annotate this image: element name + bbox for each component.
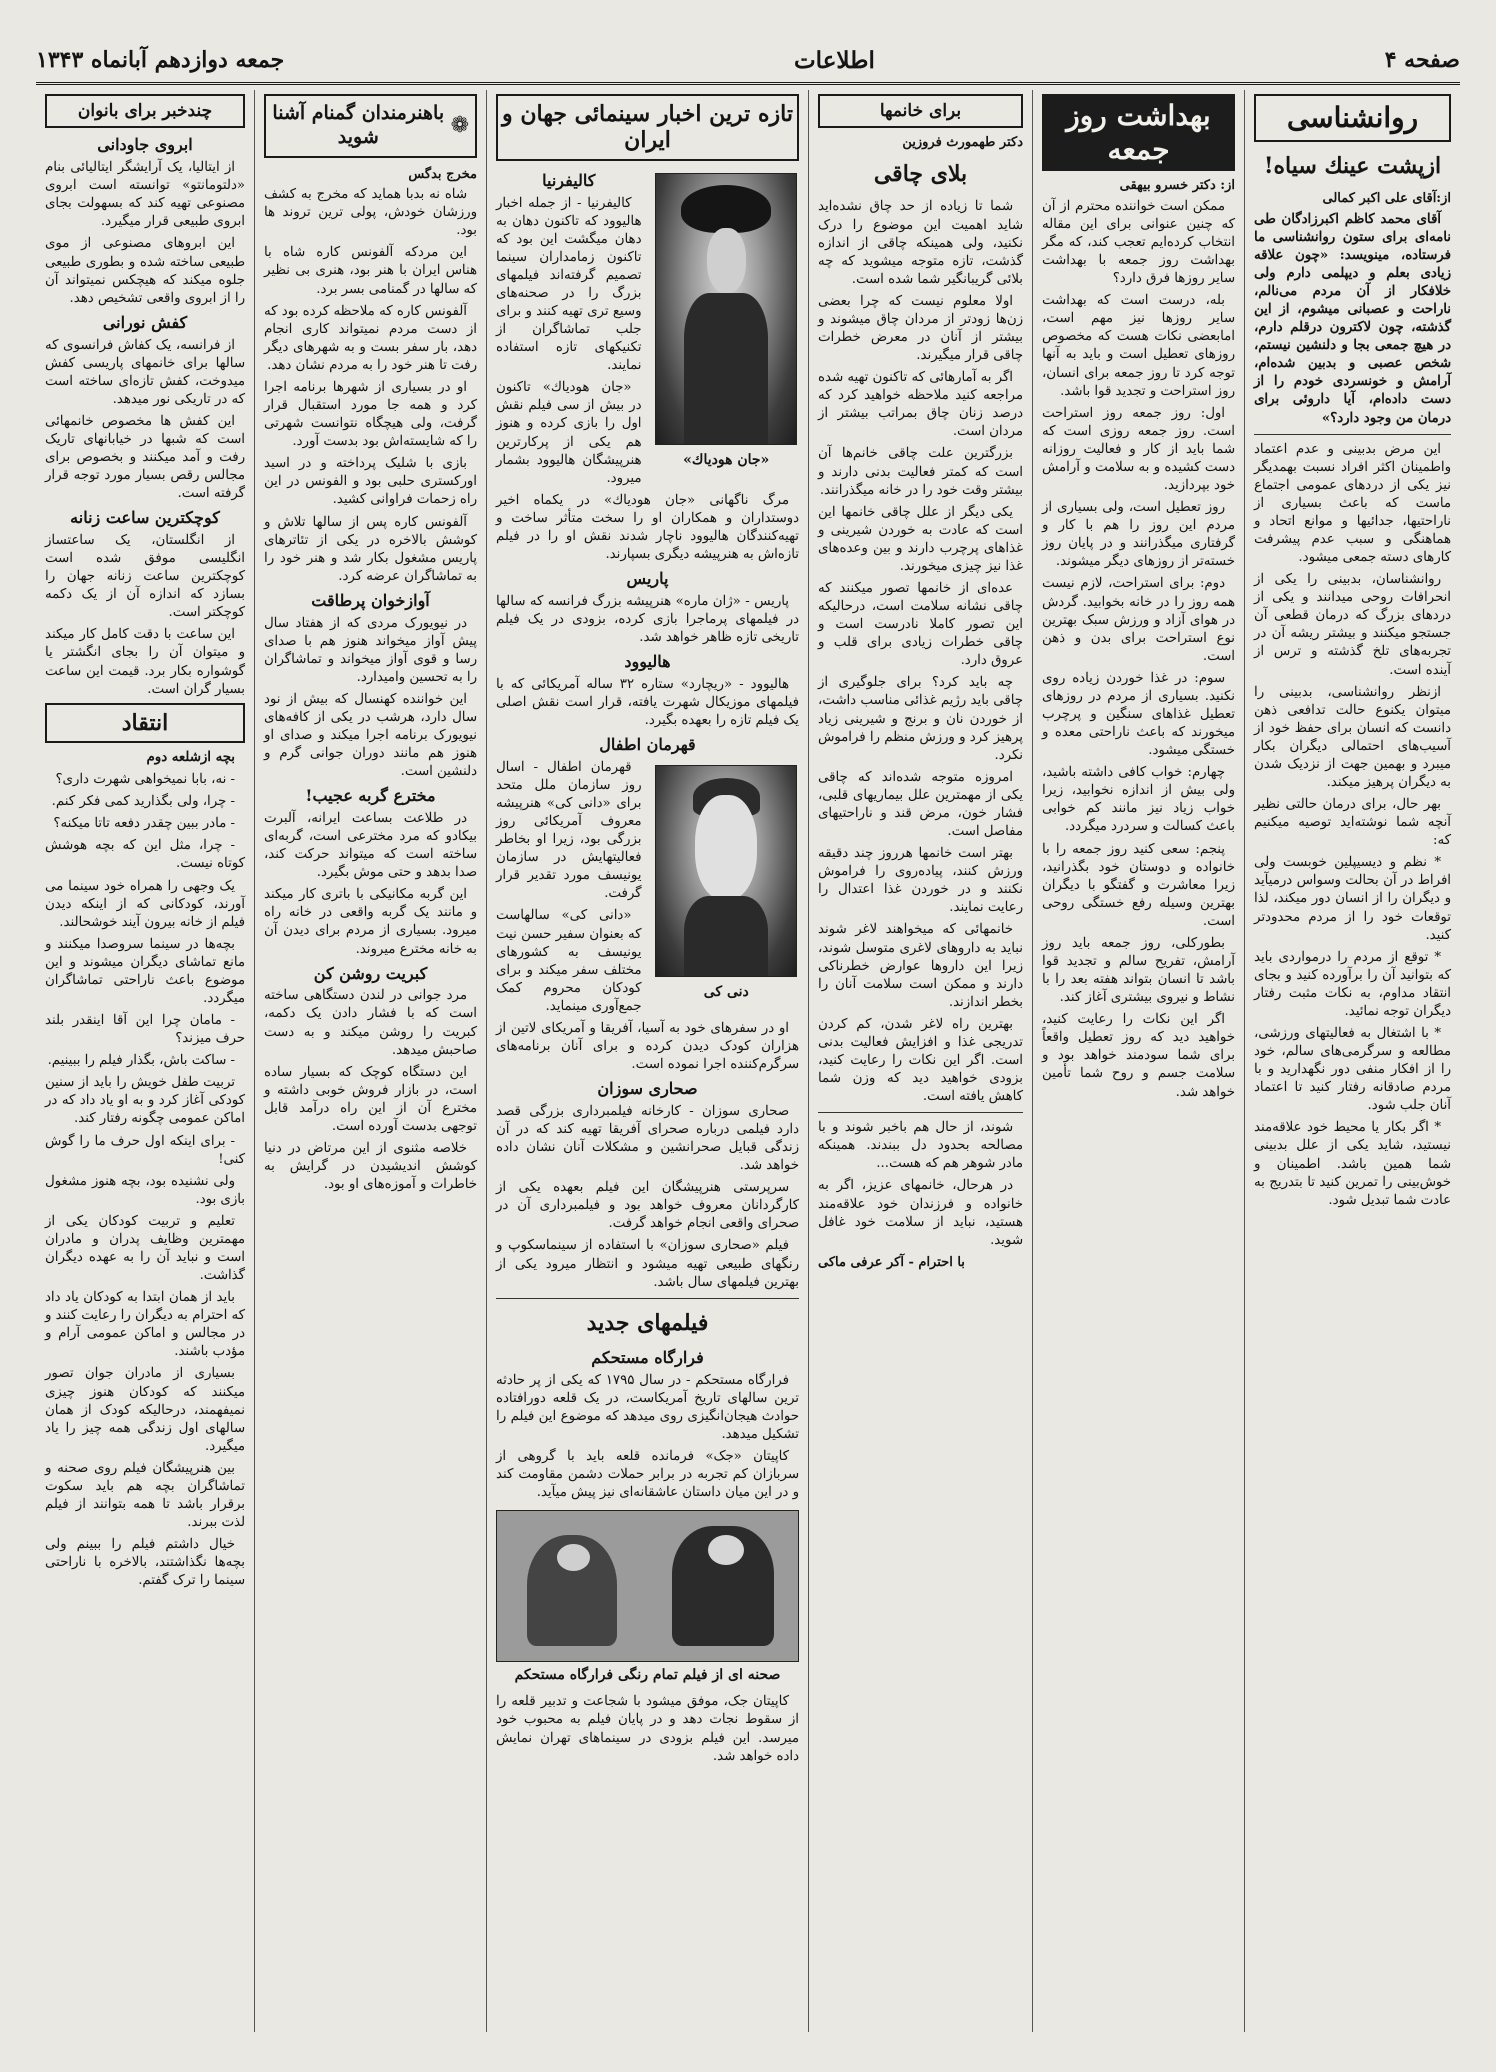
paragraph: اول: روز جمعه روز استراحت است. روز جمعه روزی است که شما باید از کار و فعالیت روزانه دست کشیده و به سلامت و آرامش خود بپردازید.	[1042, 405, 1235, 494]
photo-caption: صحنه ای از فیلم تمام رنگی فرارگاه مستحکم	[514, 1667, 781, 1684]
news-text	[496, 167, 642, 492]
paragraph: از فرانسه، یک کفاش فرانسوی که سالها برای خانمهای پاریسی کفش میدوخت، کفش تازه‌ای ساخته است که در تاریکی نور میدهد.	[45, 337, 245, 407]
paragraph: سوم: در غذا خوردن زیاده روی نکنید. بسیاری از مردم در روزهای تعطیل غذاهای سنگین و پرچرب میخورند که باعث ناراحتی معده و خستگی میشود.	[1042, 670, 1235, 759]
photo-face	[695, 795, 757, 900]
paragraph: این گربه مکانیکی با باتری کار میکند و مانند یک گربه واقعی در خانه راه میرود. بسیاری از مردم برای دیدن آن به خانه مخترع میروند.	[264, 887, 477, 957]
paragraph: صحاری سوزان - کارخانه فیلمبرداری بزرگی قصد دارد فیلمی درباره صحرای آفریقا تهیه کند که در آن زندگی قبایل صحرانشین و مشکلات آنان نشان داده خواهد شد.	[496, 1103, 799, 1174]
section-title: باهنرمندان گمنام آشنا شوید	[272, 102, 445, 148]
paragraph: شما تا زیاده از حد چاق نشده‌اید شاید اهمیت این موضوع را درک نکنید، ولی همینکه چاقی از اندازه گذشت، تازه متوجه میشوید که چه بلائی گریبانگیر شما شده است.	[818, 199, 1023, 287]
news-subtitle: کالیفرنیا	[542, 170, 596, 190]
paragraph: سرپرستی هنرپیشگان این فیلم بعهده یکی از کارگردانان معروف خواهد بود و فیلمبرداری آن در صحرای واقعی انجام خواهد گرفت.	[496, 1180, 799, 1232]
paragraph: * اگر بکار یا محیط خود علاقه‌مند نیستید، شاید یکی از علل بدبینی شما همین باشد. اطمینان و خوش‌بینی را تمرین کنید تا بتدریج به عادت شما تبدیل شود.	[1254, 1120, 1451, 1208]
news-subtitle: کفش نورانی	[102, 312, 188, 332]
paragraph: تعلیم و تربیت کودکان یکی از مهمترین وظایف پدران و مادران است و نباید آن را به عهده دیگران گذاشت.	[45, 1213, 245, 1284]
column-friday-health	[1032, 90, 1244, 2032]
photo-caption: دنی کی	[703, 983, 749, 1000]
section-heading-women-news: چندخبر برای بانوان	[45, 94, 245, 128]
divider	[818, 1112, 1023, 1113]
paragraph: خانمهائی که میخواهند لاغر شوند نباید به داروهای لاغری متوسل شوند، زیرا این داروها عوارض خطرناکی دارند و ممکن است سلامت آنان را بخطر اندازند.	[818, 922, 1023, 1010]
paragraph: - نه، بابا نمیخواهی شهرت داری؟	[55, 772, 235, 788]
paragraph: خلاصه مثنوی از این مرتاض در دنیا کوشش اندیشیدن در گرایش به خاطرات و آموزه‌های او بود.	[264, 1141, 477, 1193]
divider	[1254, 434, 1451, 435]
issue-date: جمعه دوازدهم آبانماه ۱۳۴۳	[36, 47, 285, 73]
paragraph: «جان هودیاك» تاکنون در بیش از سی فیلم نقش اول را بازی کرده و هنوز هم یکی از پرکارترین هنرپیشگان هالیوود بشمار میرود.	[496, 380, 642, 486]
paragraph: بزرگترین علت چاقی خانم‌ها آن است که کمتر فعالیت بدنی دارند و بیشتر وقت خود را در خانه میگذرانند.	[818, 446, 1023, 498]
paragraph: - مامان چرا این آقا اینقدر بلند حرف میزند؟	[45, 1013, 245, 1047]
paragraph: - چرا، ولی بگذارید کمی فکر کنم.	[51, 794, 235, 810]
newspaper-name: اطلاعات	[794, 46, 875, 74]
columns	[36, 90, 1460, 2032]
paragraph: چهارم: خواب کافی داشته باشید، ولی بیش از اندازه نخوابید، زیرا خواب زیاد نیز مانند کم خوابی باعث کسالت و سردرد میگردد.	[1042, 765, 1235, 835]
ornament-icon: ❁	[450, 112, 469, 138]
paragraph: این ساعت با دقت کامل کار میکند و میتوان آن را بجای انگشتر یا گوشواره بکار برد. قیمت این ساعت بسیار گران است.	[45, 627, 245, 697]
paragraph: این کفش ها مخصوص خانمهائی است که شبها در خیابانهای تاریک رفت و آمد میکنند و بخصوص برای مجالس رقص بسیار مورد توجه قرار گرفته است.	[45, 413, 245, 502]
news-subtitle: قهرمان اطفال	[599, 735, 696, 755]
paragraph: عده‌ای از خانمها تصور میکنند که چاقی نشانه سلامت است، درحالیکه این تصور کاملا نادرست است و چاقی خطرات زیادی برای قلب و عروق دارد.	[818, 581, 1023, 669]
paragraph: هالیوود - «ریچارد» ستاره ۳۲ ساله آمریکائی که با فیلمهای موزیکال شهرت یافته، قرار است نقش اصلی یک فیلم تازه را بعهده بگیرد.	[496, 676, 799, 728]
section-tag-for-women: برای خانمها	[818, 94, 1023, 128]
paragraph: تربیت طفل خویش را باید از سنین کودکی آغاز کرد و به او یاد داد که در اماکن عمومی چگونه رفتار کند.	[45, 1075, 245, 1127]
paragraph: * توقع از مردم را درمواردی باید که بتوانید آن را برآورده کنید و بجای انتقاد مداوم، به نکات مثبت رفتار دیگران توجه نمائید.	[1254, 949, 1451, 1019]
paragraph: بله، درست است که بهداشت سایر روزها نیز مهم است، امابعضی نکات هست که مخصوص روزهای تعطیل است و باید به آنها توجه کرد تا روز جمعه برای انسان، روز استراحت و تجدید قوا باشد.	[1042, 293, 1235, 399]
paragraph: * با اشتغال به فعالیتهای ورزشی، مطالعه و سرگرمی‌های سالم، خود را از افکار منفی دور نگهدارید و با مردم صادقانه رفتار کنید تا اعتماد آنان جلب شود.	[1254, 1026, 1451, 1114]
news-subtitle: کوچکترین ساعت زنانه	[70, 508, 220, 528]
news-subtitle: آوازخوان پرطاقت	[311, 590, 430, 610]
signature: با احترام - آکر عرفی ماکی	[818, 1254, 965, 1270]
paragraph: پاریس - «ژان ماره» هنرپیشه بزرگ فرانسه که سالها در فیلمهای پرماجرا بازی کرده، بزودی در یک فیلم تاریخی تازه ظاهر خواهد شد.	[496, 593, 799, 645]
section-heading-critique: انتقاد	[45, 703, 245, 743]
paragraph: او در بسیاری از شهرها برنامه اجرا کرد و همه جا مورد استقبال قرار گرفت، ولی هیچگاه نتوانست شهرتی را که شایسته‌اش بود بدست آورد.	[264, 379, 477, 450]
paragraph: ممکن است خواننده محترم از آن که چنین عنوانی برای این مقاله انتخاب کرده‌ایم تعجب کند، که مگر بهداشت روز جمعه با بهداشت سایر روزها فرق دارد؟	[1042, 198, 1235, 287]
paragraph: * نظم و دیسیپلین خوبست ولی افراط در آن بحالت وسواس درمیآید و دیگران را از انسان دور میکند، لذا توقعات خود را از مردم محدودتر کنید.	[1254, 855, 1451, 943]
paragraph: چه باید کرد؟ برای جلوگیری از چاقی باید رژیم غذائی مناسب داشت، از خوردن نان و برنج و شیرینی زیاد پرهیز کرد و ورزش منظم را فراموش نکرد.	[818, 675, 1023, 763]
paragraph: بهتر است خانمها هرروز چند دقیقه ورزش کنند، پیاده‌روی را فراموش نکنند و در خوردن غذا اعتدال را رعایت نمایند.	[818, 846, 1023, 916]
page-number: صفحه ۴	[1384, 47, 1460, 73]
column-unknown-artists	[254, 90, 486, 2032]
paragraph: کاپیتان «جک» فرمانده قلعه باید با گروهی از سربازان کم تجربه در برابر حملات دشمن مقاومت کند و در این میان داستان عاشقانه‌ای نیز پیش میآید.	[496, 1449, 799, 1501]
news-subtitle: مخترع گربه عجیب!	[305, 786, 436, 806]
article-byline: از:آقای علی اکبر کمالی	[1322, 190, 1451, 206]
paragraph: روز تعطیل است، ولی بسیاری از مردم این روز را هم با کار و گرفتاری میگذرانند و در پایان روز خسته‌تر از روزهای دیگر میشوند.	[1042, 500, 1235, 570]
paragraph: شاه نه بدبا هماید که مخرج به کشف ورزشان خودش، پولی ترین تروند ها بود.	[264, 187, 477, 239]
paragraph: بهر حال، برای درمان حالتی نظیر آنچه شما نوشته‌اید توصیه میکنیم که:	[1254, 797, 1451, 849]
paragraph: - چرا، مثل این که بچه هوشش کوتاه نیست.	[45, 838, 245, 872]
paragraph: - ساکت باش، بگذار فیلم را ببینیم.	[47, 1053, 235, 1069]
photo-face	[707, 228, 746, 293]
photo-danny-kaye	[655, 765, 797, 977]
paragraph: از انگلستان، یک ساعتساز انگلیسی موفق شده است کوچکترین ساعت زنانه جهان را بسازد که اندازه آن از یک دکمه کوچکتر است.	[45, 532, 245, 621]
column-obesity	[808, 90, 1032, 2032]
paragraph: در هرحال، خانمهای عزیز، اگر به خانواده و فرزندان خود علاقه‌مند هستید، نباید از سلامت خود غافل شوید.	[818, 1178, 1023, 1248]
photo-hat	[681, 185, 771, 234]
photo-caption: «جان هودیاك»	[683, 451, 770, 468]
paragraph: کاپیتان جک، موفق میشود با شجاعت و تدبیر قلعه را از سقوط نجات دهد و در پایان فیلم به محبوب خود میرسد. این فیلم بزودی در سینماهای تهران نمایش داده خواهد شد.	[496, 1694, 799, 1764]
news-photo-wrap	[654, 759, 800, 1020]
paragraph: از ایتالیا، یک آرایشگر ایتالیائی بنام «دلتومانتو» توانسته است ابروی مصنوعی تهیه کند که بسهولت بجای ابروی طبیعی قرار میگیرد.	[45, 160, 245, 230]
paragraph: این مرض بدبینی و عدم اعتماد واطمینان اکثر افراد نسبت بهمدیگر نیز یکی از دردهای عمومی اجتماع ماست که باعث بسیاری از ناراحتیها، جدائیها و موانع اتحاد و هماهنگی و سبب عدم پیشرفت کارهای دسته جمعی میشود.	[1254, 441, 1451, 566]
paragraph: قهرمان اطفال - اسال روز سازمان ملل متحد برای «دانی کی» هنرپیشه معروف آمریکائی روز بزرگی بود، زیرا او بخاطر فعالیتهایش در سازمان یونیسف مورد تقدیر قرار گرفت.	[496, 759, 642, 902]
paragraph: اگر این نکات را رعایت کنید، خواهید دید که روز تعطیل واقعاً برای شما سودمند خواهد بود و سلامت جسم و روح شما تأمین خواهد شد.	[1042, 1012, 1235, 1100]
article-title-dark-glasses: ازپشت عینك سیاه!	[1263, 152, 1442, 179]
divider	[496, 1298, 799, 1299]
paragraph: یکی دیگر از علل چاقی خانمها این است که عادت به خوردن شیرینی و غذاهای پرچرب دارند و بین وعده‌های غذا نیز چیزی میخورند.	[818, 504, 1023, 574]
column-women-news	[36, 90, 254, 2032]
article-intro: آقای محمد کاظم اکبرزادگان طی نامه‌ای برای ستون روانشناسی ما فرستاده، مینویسد: «چون علاقه زیادی بعلم و دیپلمی دارم ولی خلافکار از آن مردم می‌نالم، ناراحت و عصبانی میشوم، از این گذشته، چون لاکترون درقلم دارم، در هیچ جمعی بجا و دلنشین نیستم، شخص عصبی و بدبین شده‌ام، آرامش و خونسردی خودم را از دست داده‌ام، آیا داروئی برای درمان من وجود دارد؟»	[1254, 211, 1451, 426]
paragraph: امروزه متوجه شده‌اند که چاقی یکی از مهمترین علل بیماریهای قلبی، فشار خون، مرض قند و ناراحتیهای مفاصل است.	[818, 769, 1023, 840]
paragraph: بازی با شلیک پرداخته و در اسید اورکستری حلبی بود و الفونس در این راه زحمات فراوانی کشید.	[264, 456, 477, 508]
paragraph: دوم: برای استراحت، لازم نیست همه روز را در خانه بخوابید. گردش در هوای آزاد و ورزش سبک بهترین نوع استراحت برای بدن و ذهن است.	[1042, 576, 1235, 664]
column-psychology	[1244, 90, 1460, 2032]
masthead	[36, 38, 1460, 85]
paragraph: این مردکه آلفونس کاره شاه با هناس ایران با هنر بود، هنری بی نظیر که سالها در گمنامی بسر برد.	[264, 245, 477, 297]
paragraph: این ابروهای مصنوعی از موی طبیعی ساخته شده و بطوری طبیعی جلوه میکند که هیچکس نمیتواند آن را از ابروی واقعی تشخیص دهد.	[45, 236, 245, 306]
column-cinema-news	[486, 90, 808, 2032]
new-films-heading: فیلمهای جدید	[586, 1309, 709, 1336]
paragraph: آلفونس کاره که ملاحظه کرده بود که از دست مردم نمیتواند کاری انجام دهد، بار سفر بست و به شهرهای دیگر رفت تا هنر خود را به مردم نشان دهد.	[264, 303, 477, 373]
paragraph: اولا معلوم نیست که چرا بعضی زن‌ها زودتر از مردان چاق میشوند و بیشتر از آنان در معرض خطرات چاقی قرار میگیرند.	[818, 293, 1023, 364]
article-byline: مخرج بدگس	[408, 166, 477, 182]
news-subtitle: کبریت روشن کن	[313, 963, 428, 983]
paragraph: این خواننده کهنسال که بیش از نود سال دارد، هرشب در یکی از کافه‌های نیویورک برنامه اجرا میکند و صدای او هنوز هم مانند دوران جوانی گرم و دلنشین است.	[264, 691, 477, 780]
section-heading-friday-health: بهداشت روز جمعه	[1042, 94, 1235, 171]
section-heading-unknown-artists	[264, 94, 477, 158]
paragraph: آلفونس کاره پس از سالها تلاش و کوشش بالاخره در یکی از تئاترهای پاریس مشغول بکار شد و هنر خود را به تماشاگران عرضه کرد.	[264, 514, 477, 584]
paragraph: بچه‌ها در سینما سروصدا میکنند و مانع تماشای دیگران میشوند و این موضوع باعث ناراحتی تماشاگران میگردد.	[45, 936, 245, 1006]
paragraph: بهترین راه لاغر شدن، کم کردن تدریجی غذا و افزایش فعالیت بدنی است. اگر این نکات را رعایت کنید، بزودی خواهید دید که وزن شما کاهش یافته است.	[818, 1016, 1023, 1105]
paragraph: شوند، از حال هم باخبر شوند و با مصالحه بحدود دل ببندند. همینکه مادر شوهر هم که هست...	[818, 1120, 1023, 1172]
paragraph: پنجم: سعی کنید روز جمعه را با خانواده و دوستان خود بگذرانید، زیرا معاشرت و گفتگو با دیگران بهترین وسیله رفع خستگی روحی است.	[1042, 841, 1235, 929]
paragraph: کالیفرنیا - از جمله اخبار هالیوود که تاکنون دهان به دهان میگشت این بود که تاکنون زمامداران سینما تصمیم گرفته‌اند فیلمهای بزرگ را در صحنه‌های وسیع تری تهیه کنند و برای جلب تماشاگران از تکنیکهای تازه استفاده نمایند.	[496, 195, 642, 374]
paragraph: اگر به آمارهائی که تاکنون تهیه شده مراجعه کنید ملاحظه خواهید کرد که درصد زنان چاق بمراتب بیشتر از مردان است.	[818, 370, 1023, 440]
photo-film-scene	[496, 1510, 799, 1662]
article-byline: از: دکتر خسرو بیهقی	[1119, 178, 1235, 194]
news-subtitle: صحاری سوزان	[597, 1079, 698, 1099]
paragraph: - برای اینکه اول حرف ما را گوش کنی!	[45, 1133, 245, 1167]
paragraph: در نیویورک مردی که از هفتاد سال پیش آواز میخواند هنوز هم با صدای رسا و قوی آواز میخواند و تماشاگران را به تحسین وامیدارد.	[264, 615, 477, 685]
paragraph: در طلاعت بساعت ایرانه، آلبرت بیکادو که مرد مخترعی است، گربه‌ای ساخته است که میتواند حرکت کند، صدا بدهد و حتی موش بگیرد.	[264, 811, 477, 881]
news-block-children-hero	[496, 759, 799, 1020]
article-title-obesity: بلای چاقی	[873, 161, 968, 188]
photo-body	[684, 896, 768, 977]
paragraph: یک وجهی را همراه خود سینما می آورند، کودکانی که از اینکه دیدن فیلم از خانه بیرون آیند خوشحالند.	[45, 878, 245, 930]
news-subtitle: فرارگاه مستحکم	[591, 1348, 704, 1368]
news-text	[496, 759, 642, 1020]
news-subtitle: هالیوود	[624, 652, 671, 672]
article-byline: دکتر طهمورث فروزین	[902, 135, 1023, 151]
paragraph: بسیاری از مادران جوان تصور میکنند که کودکان هنوز چیزی نمیفهمند، درحالیکه کودک از همان سالهای اول زندگی همه چیز را یاد میگیرد.	[45, 1366, 245, 1454]
paragraph: این دستگاه کوچک که بسیار ساده است، در بازار فروش خوبی داشته و مخترع آن از این راه درآمد قابل توجهی بدست آورده است.	[264, 1064, 477, 1134]
news-block-california	[496, 167, 799, 492]
photo-face	[708, 1535, 744, 1565]
paragraph: او در سفرهای خود به آسیا، آفریقا و آمریکای لاتین از هزاران کودک دیدن کرده و برای آنان برنامه‌های سرگرم‌کننده اجرا نموده است.	[496, 1020, 799, 1073]
section-heading-psychology: روانشناسی	[1254, 94, 1451, 142]
paragraph: ولی نشنیده بود، بچه هنوز مشغول بازی بود.	[45, 1173, 245, 1207]
news-subtitle: پاریس	[626, 569, 669, 589]
paragraph: ازنظر روانشناسی، بدبینی را میتوان یکنوع حالت تدافعی ذهن دانست که انسان برای حفظ خود از آسیب‌های احتمالی دیگران بکار میبرد و بهمین جهت از نزدیک شدن به دیگران پرهیز میکند.	[1254, 684, 1451, 790]
paragraph: بطورکلی، روز جمعه باید روز آرامش، تفریح سالم و تجدید قوا باشد تا انسان بتواند هفته بعد را با نشاط و نیروی بیشتری آغاز کند.	[1042, 935, 1235, 1006]
paragraph: «دانی کی» سالهاست که بعنوان سفیر حسن نیت یونیسف به کشورهای مختلف سفر میکند و برای کودکان محروم کمک جمع‌آوری مینماید.	[496, 908, 642, 1014]
paragraph: مرگ ناگهانی «جان هودیاك» در یکماه اخیر دوستداران و همکاران او را سخت متأثر ساخت و تهیه‌کنندگان هالیوود ناچار شدند نقش او را در فیلم تازه‌اش به هنرپیشه دیگری بسپارند.	[496, 492, 799, 563]
paragraph: روانشناسان، بدبینی را یکی از انحرافات روحی میدانند و یکی از دردهای بزرگ که درمان قطعی آن جستجو میکنند و بیشتر ریشه آن در تجربه‌های تلخ گذشته و ترس از آینده است.	[1254, 572, 1451, 678]
news-subtitle: ابروی جاودانی	[97, 135, 193, 155]
paragraph: فرارگاه مستحکم - در سال ۱۷۹۵ که یکی از پر حادثه ترین سالهای تاریخ آمریکاست، در یک قلعه دورافتاده حوادث هیجان‌انگیزی روی میدهد که موضوع این فیلم را تشکیل میدهد.	[496, 1372, 799, 1443]
paragraph: مرد جوانی در لندن دستگاهی ساخته است که با فشار دادن یک دکمه، کبریت را روشن میکند و به دست صاحبش میدهد.	[264, 988, 477, 1058]
news-photo-wrap	[654, 167, 800, 492]
section-heading-cinema-news: تازه ترین اخبار سینمائی جهان و ایران	[496, 94, 799, 161]
paragraph: بچه ازشلعه دوم	[146, 750, 235, 766]
photo-john-hodiak	[655, 173, 797, 445]
paragraph: بین هنرپیشگان فیلم روی صحنه و تماشاگران بچه هم باید سکوت برقرار باشد تا همه بتوانند از فیلم لذت ببرند.	[45, 1460, 245, 1531]
paragraph: باید از همان ابتدا به کودکان یاد داد که احترام به دیگران را رعایت کنند و در مجالس و اماکن عمومی آرام و مؤدب باشند.	[45, 1290, 245, 1360]
paragraph: - مادر ببین چقدر دفعه تاتا میکنه؟	[53, 816, 235, 832]
paragraph: فیلم «صحاری سوزان» با استفاده از سینماسکوپ و رنگهای طبیعی تهیه میشود و انتظار میرود یکی از بهترین فیلمهای سال باشد.	[496, 1238, 799, 1290]
photo-body	[684, 293, 768, 444]
paragraph: خیال داشتم فیلم را ببینم ولی بچه‌ها نگذاشتند، بالاخره با ناراحتی سینما را ترک گفتم.	[45, 1537, 245, 1589]
